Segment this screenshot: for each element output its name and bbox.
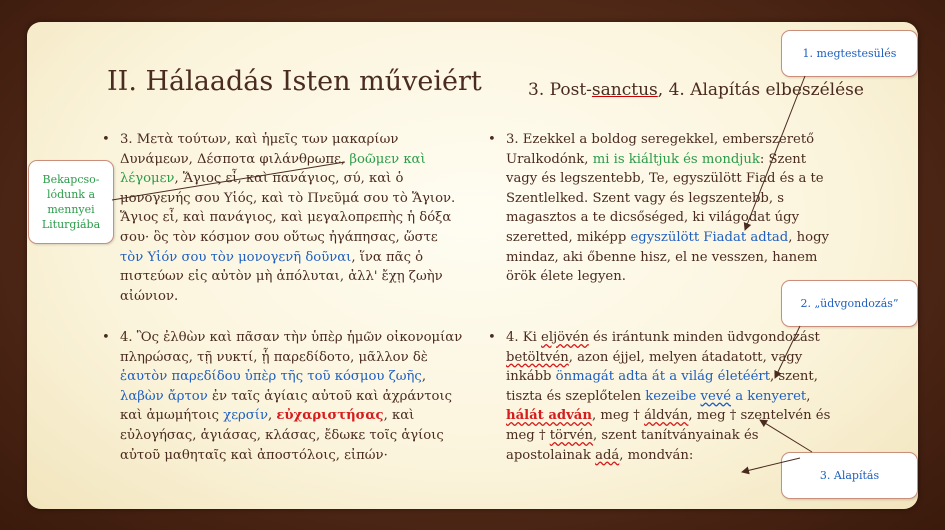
arrow-bekapcsolodunk — [112, 162, 345, 200]
callout-udvgondozas: 2. „üdvgondozás” — [781, 280, 918, 327]
slide-subtitle: 3. Post-sanctus, 4. Alapítás elbeszélése — [528, 80, 864, 100]
slide-title: II. Hálaadás Isten műveiért — [107, 66, 482, 97]
bullet: • — [488, 330, 496, 345]
greek-paragraph-4: • 4. Ὃς ἐλθὼν καὶ πᾶσαν τὴν ὑπὲρ ἡμῶν οἰκονομίαν πληρώσας, τῇ νυκτί, ᾗ παρεδίδοτο, μᾶλλον δὲ ἑαυτὸν παρεδίδου ὑπὲρ τῆς τοῦ κόσμου ζωῆς, λαβὼν ἄρτον ἐν ταῖς ἁγίαις αὐτοῦ καὶ ἀχράντοις καὶ ἀμωμήτοις χερσίν, εὐχαριστήσας, καὶ εὐλογήσας, ἁγιάσας, κλάσας, ἔδωκε τοῖς ἁγίοις αὐτοῦ μαθηταῖς καὶ ἀποστόλοις, εἰπών· — [102, 330, 463, 463]
hungarian-paragraph-4: • 4. Ki eljövén és irántunk minden üdvgondozást betöltvén, azon éjjel, melyen átadatott, vagy inkább önmagát adta át a világ életéért, szent, tiszta és szeplőtelen kezeibe vevé a kenyeret, hálát adván, meg † áldván, meg † szentelvén és meg † törvén, szent tanítványainak és apostolainak adá, mondván: — [488, 330, 831, 463]
arrow-udvgondozas — [775, 326, 800, 378]
callout-alapitas: 3. Alapítás — [781, 452, 918, 499]
greek-paragraph-3: • 3. Μετὰ τούτων, καὶ ἡμεῖς των μακαρίων Δυνάμεων, Δέσποτα φιλάνθρωπε, βοῶμεν καὶ λέγομεν, Ἅγιος εἶ, καὶ πανάγιος, σύ, καὶ ὁ μονογενής σου Υἱός, καὶ τὸ Πνεῦμά σου τὸ Ἅγιον. Ἅγιος εἶ, καὶ πανάγιος, καὶ μεγαλοπρεπὴς ἡ δόξα σου· ὃς τὸν κόσμον σου οὕτως ἠγάπησας, ὥστε τὸν Υἱόν σου τὸν μονογενῆ δοῦναι, ἵνα πᾶς ὁ πιστεύων εἰς αὐτὸν μὴ ἀπόλυται, ἀλλ' ἔχῃ ζωὴν αἰώνιον. — [102, 132, 456, 304]
bullet: • — [488, 132, 496, 147]
hungarian-paragraph-3: • 3. Ezekkel a boldog seregekkel, emberszerető Uralkodónk, mi is kiáltjuk és mondjuk: Szent vagy és legszentebb, Te, egyszülött Fiad és a te Szentlelked. Szent vagy és legszentebb, s magasztos a te dicsőséged, ki világodat úgy szeretted, miképp egyszülött Fiadat adtad, hogy mindaz, aki őbenne hisz, el ne vesszen, hanem örök élete legyen. — [488, 132, 829, 285]
arrow-alapitas-1 — [760, 420, 812, 452]
arrow-alapitas-2 — [742, 458, 800, 472]
bullet: • — [102, 330, 110, 345]
bullet: • — [102, 132, 110, 147]
callout-megtestesules: 1. megtestesülés — [781, 30, 918, 77]
callout-bekapcsolodunk: Bekapcso- lódunk a mennyei Liturgiába — [28, 160, 114, 244]
arrow-megtestesules — [745, 76, 805, 230]
